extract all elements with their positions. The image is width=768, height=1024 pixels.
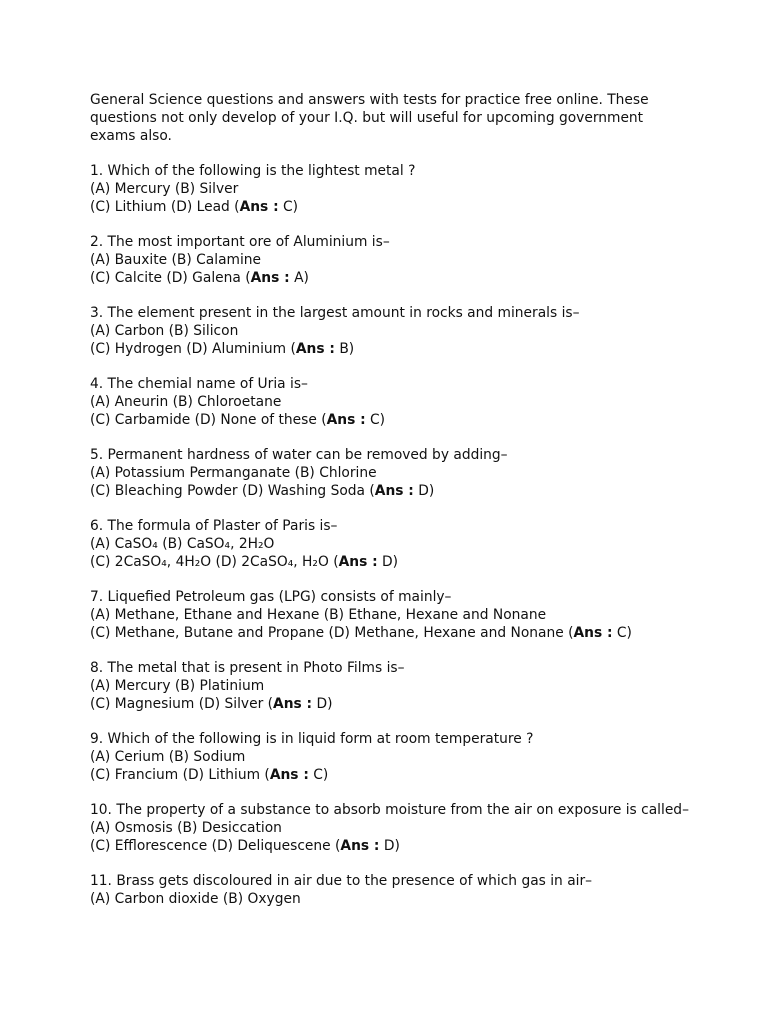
options-a-b: (A) Carbon dioxide (B) Oxygen (90, 891, 301, 908)
question-item (90, 447, 690, 500)
question-item (90, 305, 690, 358)
options-a-b: (A) Osmosis (B) Desiccation (90, 820, 282, 837)
question-item (90, 873, 690, 909)
options-c-d: (C) Methane, Butane and Propane (D) Methane, Hexane and Nonane ( (90, 624, 574, 641)
answer-label: Ans : (273, 695, 313, 712)
question-item (90, 660, 690, 713)
options-c-d: (C) Francium (D) Lithium ( (90, 766, 270, 783)
options-c-d: (C) Lithium (D) Lead ( (90, 198, 240, 215)
question-text: 1. Which of the following is the lightest metal ? (90, 163, 416, 180)
answer-value: D) (383, 837, 400, 854)
options-a-b: (A) Cerium (B) Sodium (90, 749, 246, 766)
options-c-d: (C) Hydrogen (D) Aluminium ( (90, 340, 296, 357)
answer-value: A) (294, 269, 309, 286)
answer-label: Ans : (374, 482, 414, 499)
options-c-d-line (90, 199, 690, 217)
answer-value: D) (382, 553, 399, 570)
question-text: 10. The property of a substance to absorb moisture from the air on exposure is called– (90, 802, 689, 819)
question-item (90, 234, 690, 287)
question-text: 7. Liquefied Petroleum gas (LPG) consists of mainly– (90, 589, 452, 606)
options-c-d-line (90, 270, 690, 288)
answer-label: Ans : (239, 198, 279, 215)
question-item (90, 589, 690, 642)
options-c-d: (C) Carbamide (D) None of these ( (90, 411, 327, 428)
options-c-d: (C) Bleaching Powder (D) Washing Soda ( (90, 482, 375, 499)
answer-label: Ans : (340, 837, 380, 854)
answer-label: Ans : (269, 766, 309, 783)
answer-value: D) (316, 695, 333, 712)
answer-value: C) (616, 624, 632, 641)
options-c-d: (C) Calcite (D) Galena ( (90, 269, 251, 286)
question-item (90, 163, 690, 216)
document-body (90, 92, 690, 926)
question-item (90, 376, 690, 429)
options-c-d-line (90, 341, 690, 359)
options-c-d-line (90, 767, 690, 785)
question-text: 9. Which of the following is in liquid form at room temperature ? (90, 731, 534, 748)
answer-label: Ans : (250, 269, 290, 286)
answer-value: B) (339, 340, 355, 357)
options-a-b: (A) Mercury (B) Platinium (90, 678, 265, 695)
question-item (90, 731, 690, 784)
answer-label: Ans : (573, 624, 613, 641)
intro-paragraph: General Science questions and answers with tests for practice free online. These questions not only develop of your I.Q. but will useful for upcoming government exams also. (90, 92, 649, 144)
answer-label: Ans : (295, 340, 335, 357)
options-c-d-line (90, 483, 690, 501)
options-c-d-line (90, 696, 690, 714)
options-c-d-line (90, 554, 690, 572)
answer-label: Ans : (338, 553, 378, 570)
options-a-b: (A) Carbon (B) Silicon (90, 323, 239, 340)
question-text: 5. Permanent hardness of water can be removed by adding– (90, 447, 508, 464)
question-item (90, 518, 690, 571)
answer-value: D) (418, 482, 435, 499)
options-c-d-line (90, 412, 690, 430)
question-text: 11. Brass gets discoloured in air due to the presence of which gas in air– (90, 873, 593, 890)
options-c-d: (C) Efflorescence (D) Deliquescene ( (90, 837, 341, 854)
options-c-d: (C) 2CaSO₄, 4H₂O (D) 2CaSO₄, H₂O ( (90, 553, 339, 570)
question-text: 8. The metal that is present in Photo Films is– (90, 660, 405, 677)
question-text: 6. The formula of Plaster of Paris is– (90, 518, 338, 535)
options-a-b: (A) Bauxite (B) Calamine (90, 252, 262, 269)
options-a-b: (A) CaSO₄ (B) CaSO₄, 2H₂O (90, 536, 275, 553)
answer-value: C) (370, 411, 386, 428)
question-list (90, 163, 690, 908)
question-text: 2. The most important ore of Aluminium is– (90, 234, 390, 251)
options-c-d: (C) Magnesium (D) Silver ( (90, 695, 274, 712)
options-c-d-line (90, 625, 690, 643)
options-a-b: (A) Aneurin (B) Chloroetane (90, 394, 282, 411)
answer-value: C) (313, 766, 329, 783)
options-a-b: (A) Potassium Permanganate (B) Chlorine (90, 465, 377, 482)
options-c-d-line (90, 838, 690, 856)
options-a-b: (A) Methane, Ethane and Hexane (B) Ethane, Hexane and Nonane (90, 607, 547, 624)
question-item (90, 802, 690, 855)
answer-label: Ans : (326, 411, 366, 428)
question-text: 4. The chemial name of Uria is– (90, 376, 308, 393)
options-a-b: (A) Mercury (B) Silver (90, 181, 239, 198)
answer-value: C) (283, 198, 299, 215)
question-text: 3. The element present in the largest amount in rocks and minerals is– (90, 305, 580, 322)
